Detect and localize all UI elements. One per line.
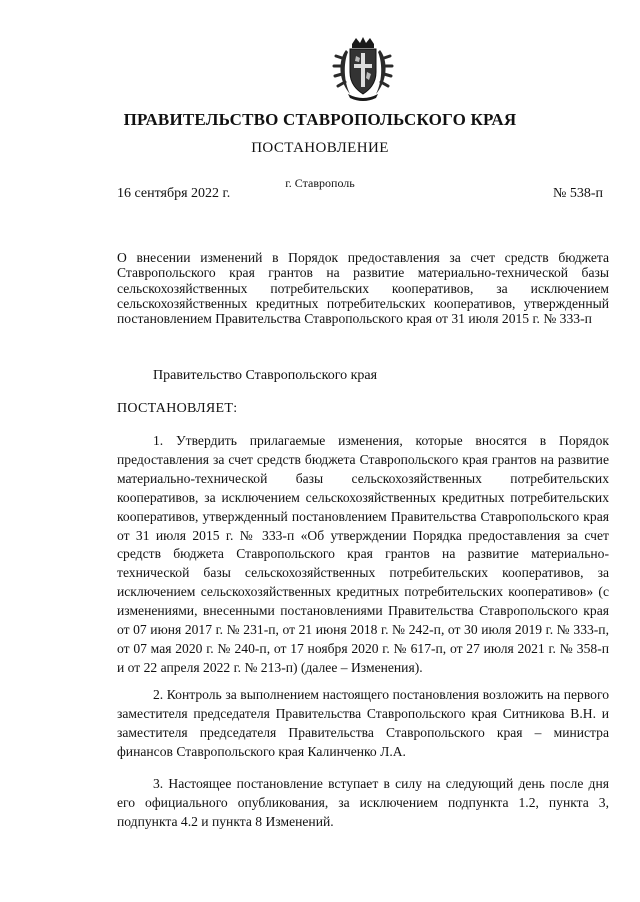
document-number: № 538-п <box>552 186 603 201</box>
document-type: ПОСТАНОВЛЕНИЕ <box>251 140 389 156</box>
resolution-keyword: ПОСТАНОВЛЯЕТ: <box>117 401 238 416</box>
paragraph-1: 1. Утвердить прилагаемые изменения, которые вносятся в Порядок предоставления за счет средств бюджета Ставропольского края грантов на развитие материально-технической базы сельскохозяйственных потребительских кооперативов, за исключением сельскохозяйственных кредитных потребительских кооперативов, утвержденный постановлением Правительства Ставропольского края от 31 июля 2015 г. № 333-п «Об утверждении Порядка предоставления за счет средств бюджета Ставропольского края грантов на развитие материально-технической базы сельскохозяйственных потребительских кооперативов, за исключением сельскохозяйственных кредитных потребительских кооперативов» (с изменениями, внесенными постановлениями Правительства Ставропольского края от 07 июня 2017 г. № 231-п, от 21 июня 2018 г. № 242-п, от 30 июля 2019 г. № 333-п, от 07 мая 2020 г. № 240-п, от 17 ноября 2020 г. № 617-п, от 27 июля 2021 г. № 358-п и от 22 апреля 2022 г. № 213-п) (далее – Изменения). <box>117 433 609 675</box>
document-date: 16 сентября 2022 г. <box>117 186 231 201</box>
government-title: ПРАВИТЕЛЬСТВО СТАВРОПОЛЬСКОГО КРАЯ <box>123 110 517 129</box>
paragraph-2: 2. Контроль за выполнением настоящего постановления возложить на первого заместителя председателя Правительства Ставропольского края Ситникова В.Н. и заместителя председателя Правительства Ставропольского края – министра финансов Ставропольского края Калинченко Л.А. <box>117 687 609 759</box>
coat-of-arms-icon <box>332 36 394 102</box>
paragraph-3: 3. Настоящее постановление вступает в силу на следующий день после дня его официального опубликования, за исключением подпункта 1.2, пункта 3, подпункта 4.2 и пункта 8 Изменений. <box>117 776 609 829</box>
document-subject: О внесении изменений в Порядок предоставления за счет средств бюджета Ставропольского края грантов на развитие материально-технической базы сельскохозяйственных потребительских кооперативов, за исключением сельскохозяйственных кредитных потребительских кооперативов, утвержденный постановлением Правительства Ставропольского края от 31 июля 2015 г. № 333-п <box>117 250 609 327</box>
issuing-authority: Правительство Ставропольского края <box>153 368 378 383</box>
city-name: г. Ставрополь <box>285 176 355 190</box>
